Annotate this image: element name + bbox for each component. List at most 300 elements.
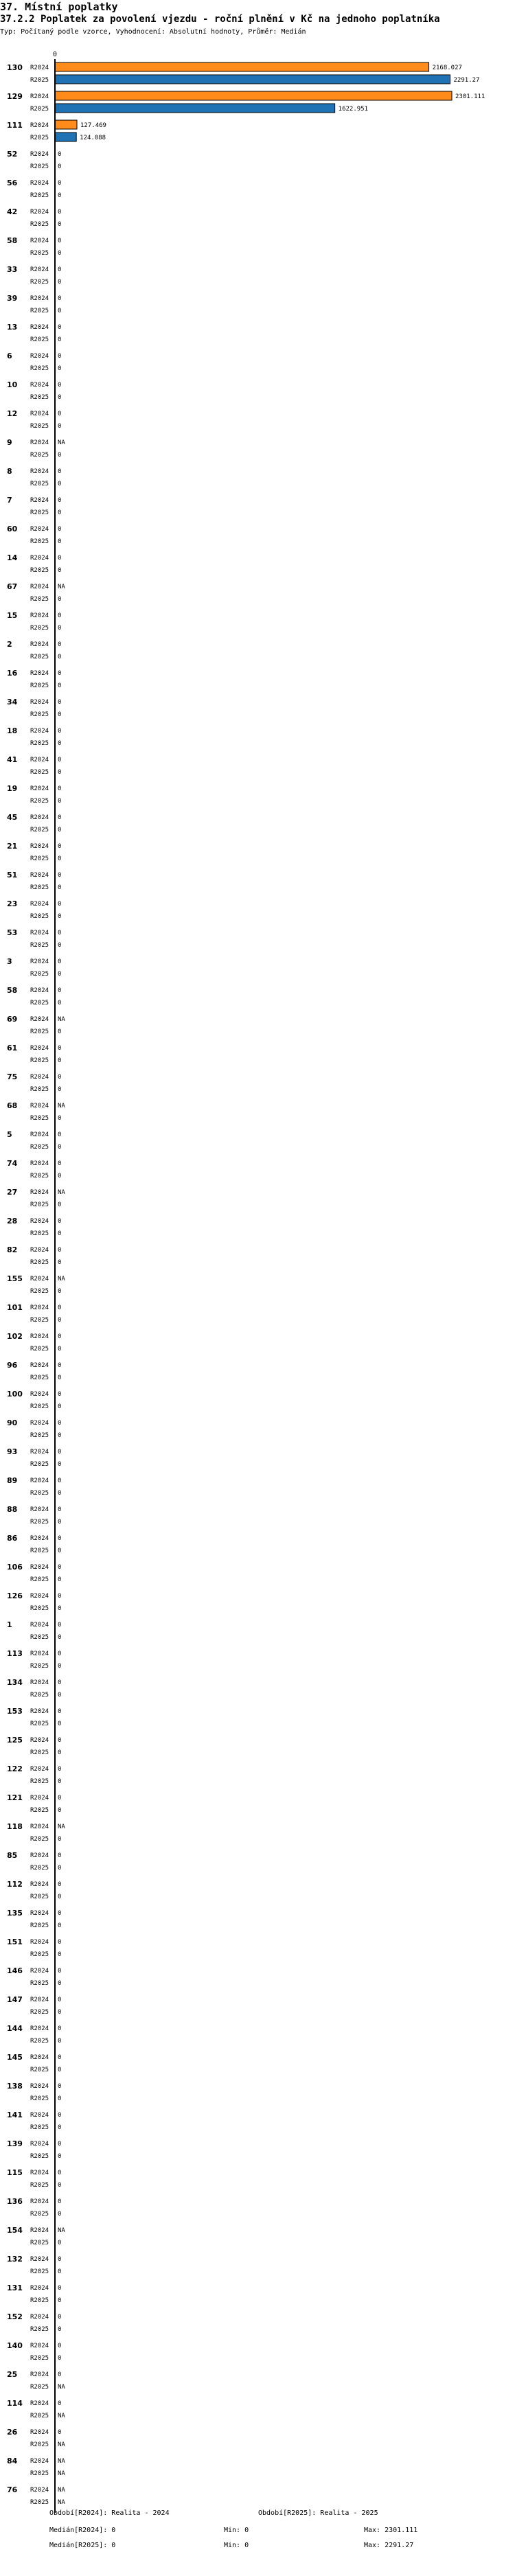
category-label: 28 [7, 1217, 18, 1226]
data-label: 0 [58, 423, 62, 430]
category-label: 12 [7, 409, 18, 418]
data-label: 0 [58, 308, 62, 314]
series-label: R2024 [30, 1997, 49, 2003]
series-label: R2024 [30, 1074, 49, 1081]
data-label: 0 [58, 901, 62, 908]
data-label: 0 [58, 2355, 62, 2362]
data-label: 0 [58, 1230, 62, 1237]
bar [55, 91, 452, 100]
data-label: 0 [58, 1865, 62, 1872]
series-label: R2024 [30, 2112, 49, 2119]
data-label: 0 [58, 1391, 62, 1398]
series-label: R2025 [30, 1461, 49, 1468]
data-label: 0 [58, 2268, 62, 2275]
category-label: 140 [7, 2341, 23, 2350]
category-label: 27 [7, 1188, 18, 1197]
series-label: R2025 [30, 1375, 49, 1381]
data-label: NA [58, 584, 65, 590]
data-label: 0 [58, 1490, 62, 1497]
category-label: 42 [7, 207, 18, 216]
data-label: 0 [58, 1807, 62, 1814]
category-label: 45 [7, 813, 18, 822]
series-label: R2024 [30, 2170, 49, 2176]
series-label: R2024 [30, 1477, 49, 1484]
series-label: R2025 [30, 1721, 49, 1727]
data-label: 0 [58, 2054, 62, 2061]
data-label: 0 [58, 1477, 62, 1484]
series-label: R2025 [30, 971, 49, 978]
series-label: R2025 [30, 509, 49, 516]
category-label: 5 [7, 1130, 12, 1139]
series-label: R2025 [30, 2470, 49, 2477]
data-label: 0 [58, 1115, 62, 1122]
category-label: 134 [7, 1678, 23, 1687]
data-label: 0 [58, 1997, 62, 2003]
series-label: R2024 [30, 65, 49, 71]
data-label: 0 [58, 1548, 62, 1554]
series-label: R2024 [30, 1910, 49, 1917]
category-label: 131 [7, 2284, 23, 2292]
data-label: 0 [58, 2124, 62, 2131]
series-label: R2024 [30, 151, 49, 158]
series-label: R2024 [30, 872, 49, 879]
data-label: 0 [58, 1375, 62, 1381]
series-label: R2024 [30, 785, 49, 792]
series-label: R2025 [30, 1836, 49, 1843]
data-label: 0 [58, 1766, 62, 1773]
data-label: 0 [58, 295, 62, 302]
category-label: 155 [7, 1274, 23, 1283]
min-r2024: Min: 0 [224, 2527, 249, 2534]
category-label: 114 [7, 2399, 23, 2408]
category-label: 86 [7, 1534, 18, 1543]
series-label: R2024 [30, 1391, 49, 1398]
data-label: NA [58, 439, 65, 446]
data-label: NA [58, 1189, 65, 1196]
series-label: R2024 [30, 1247, 49, 1254]
data-label: 0 [58, 682, 62, 689]
category-label: 56 [7, 179, 18, 187]
series-label: R2024 [30, 93, 49, 100]
series-label: R2024 [30, 670, 49, 677]
data-label: 0 [58, 497, 62, 504]
series-label: R2025 [30, 2153, 49, 2160]
category-label: 15 [7, 611, 18, 620]
data-label: 0 [58, 2285, 62, 2292]
category-label: 67 [7, 582, 18, 591]
category-label: 53 [7, 928, 18, 937]
series-label: R2024 [30, 2314, 49, 2321]
series-label: R2025 [30, 1086, 49, 1093]
category-label: 74 [7, 1159, 18, 1168]
category-label: 125 [7, 1736, 23, 1745]
data-label: 0 [58, 625, 62, 632]
series-label: R2025 [30, 567, 49, 574]
category-label: 1 [7, 1620, 12, 1629]
data-label: 2168.027 [432, 65, 462, 71]
series-label: R2025 [30, 711, 49, 718]
data-label: 0 [58, 2153, 62, 2160]
data-label: 0 [58, 1708, 62, 1715]
series-label: R2024 [30, 958, 49, 965]
category-label: 132 [7, 2255, 23, 2264]
series-label: R2025 [30, 2297, 49, 2304]
data-label: 0 [58, 1795, 62, 1802]
max-r2024: Max: 2301.111 [364, 2527, 418, 2534]
series-label: R2025 [30, 2009, 49, 2016]
series-label: R2024 [30, 295, 49, 302]
category-label: 13 [7, 323, 18, 332]
series-label: R2024 [30, 2054, 49, 2061]
data-label: NA [58, 1824, 65, 1830]
data-label: 0 [58, 930, 62, 936]
data-label: 0 [58, 798, 62, 805]
series-label: R2025 [30, 769, 49, 776]
series-label: R2025 [30, 2067, 49, 2073]
series-label: R2025 [30, 1663, 49, 1670]
data-label: 0 [58, 1000, 62, 1007]
data-label: NA [58, 1276, 65, 1283]
series-label: R2025 [30, 1749, 49, 1756]
category-label: 113 [7, 1649, 23, 1658]
data-label: 0 [58, 1288, 62, 1295]
series-label: R2024 [30, 1304, 49, 1311]
series-label: R2024 [30, 1852, 49, 1859]
series-label: R2025 [30, 740, 49, 747]
category-label: 9 [7, 438, 12, 447]
series-label: R2025 [30, 1980, 49, 1987]
data-label: NA [58, 2413, 65, 2419]
data-label: 0 [58, 1519, 62, 1526]
series-label: R2024 [30, 2343, 49, 2349]
data-label: NA [58, 1016, 65, 1023]
data-label: 0 [58, 1333, 62, 1340]
series-label: R2024 [30, 1881, 49, 1888]
series-label: R2024 [30, 266, 49, 273]
series-label: R2025 [30, 1144, 49, 1151]
series-label: R2025 [30, 1201, 49, 1208]
data-label: 0 [58, 1651, 62, 1657]
data-label: 0 [58, 1721, 62, 1727]
series-label: R2025 [30, 77, 49, 84]
category-label: 136 [7, 2197, 23, 2206]
category-label: 145 [7, 2053, 23, 2062]
data-label: 0 [58, 468, 62, 475]
category-label: 100 [7, 1390, 23, 1399]
category-label: 19 [7, 784, 18, 793]
data-label: 0 [58, 2198, 62, 2205]
series-label: R2024 [30, 1276, 49, 1283]
series-label: R2025 [30, 365, 49, 372]
series-label: R2025 [30, 308, 49, 314]
data-label: 0 [58, 250, 62, 257]
data-label: 0 [58, 1259, 62, 1266]
series-label: R2024 [30, 757, 49, 763]
data-label: 0 [58, 958, 62, 965]
data-label: 0 [58, 567, 62, 574]
series-label: R2025 [30, 481, 49, 487]
series-label: R2025 [30, 2095, 49, 2102]
series-label: R2024 [30, 2458, 49, 2465]
series-label: R2024 [30, 2141, 49, 2148]
data-label: 0 [58, 1663, 62, 1670]
series-label: R2025 [30, 2326, 49, 2333]
chart-title: 37.2.2 Poplatek za povolení vjezdu - roční plnění v Kč na jednoho poplatníka [0, 14, 440, 25]
series-label: R2024 [30, 1535, 49, 1542]
bar [55, 104, 335, 113]
data-label: 0 [58, 2400, 62, 2407]
series-label: R2025 [30, 625, 49, 632]
series-label: R2024 [30, 2227, 49, 2234]
data-label: 0 [58, 2083, 62, 2090]
data-label: 0 [58, 382, 62, 389]
category-label: 82 [7, 1245, 18, 1254]
category-label: 52 [7, 150, 18, 159]
series-label: R2024 [30, 2285, 49, 2292]
data-label: 0 [58, 1576, 62, 1583]
category-label: 60 [7, 525, 18, 533]
series-label: R2024 [30, 1131, 49, 1138]
series-label: R2024 [30, 1016, 49, 1023]
bar [55, 120, 77, 129]
series-label: R2024 [30, 1968, 49, 1975]
legend-r2025: Období[R2025]: Realita - 2025 [258, 2509, 378, 2517]
data-label: 0 [58, 2141, 62, 2148]
series-label: R2024 [30, 2371, 49, 2378]
data-label: NA [58, 2227, 65, 2234]
series-label: R2024 [30, 1679, 49, 1686]
category-label: 16 [7, 669, 18, 678]
data-label: 0 [58, 2025, 62, 2032]
series-label: R2024 [30, 526, 49, 533]
series-label: R2024 [30, 238, 49, 244]
data-label: 0 [58, 1506, 62, 1513]
category-label: 147 [7, 1995, 23, 2004]
category-label: 112 [7, 1880, 23, 1889]
series-label: R2024 [30, 439, 49, 446]
data-label: 0 [58, 1968, 62, 1975]
series-label: R2025 [30, 2240, 49, 2246]
median-r2025: Medián[R2025]: 0 [49, 2542, 116, 2549]
data-label: 1622.951 [338, 106, 369, 113]
data-label: 0 [58, 2314, 62, 2321]
data-label: 0 [58, 1131, 62, 1138]
data-label: NA [58, 2470, 65, 2477]
data-label: 0 [58, 192, 62, 199]
data-label: 0 [58, 971, 62, 978]
data-label: 0 [58, 481, 62, 487]
data-label: 0 [58, 2038, 62, 2045]
series-label: R2025 [30, 2413, 49, 2419]
category-label: 3 [7, 957, 12, 966]
data-label: 0 [58, 221, 62, 228]
data-label: 2291.27 [453, 77, 480, 84]
series-label: R2025 [30, 827, 49, 833]
category-label: 118 [7, 1822, 23, 1831]
series-label: R2025 [30, 1894, 49, 1900]
series-label: R2025 [30, 884, 49, 891]
category-label: 138 [7, 2082, 23, 2091]
data-label: 0 [58, 394, 62, 401]
data-label: 0 [58, 1737, 62, 1744]
series-label: R2024 [30, 324, 49, 331]
data-label: 0 [58, 2343, 62, 2349]
category-label: 153 [7, 1707, 23, 1716]
bar [55, 133, 76, 141]
category-label: 7 [7, 496, 12, 505]
data-label: 0 [58, 1852, 62, 1859]
series-label: R2025 [30, 1548, 49, 1554]
data-label: 0 [58, 827, 62, 833]
series-label: R2024 [30, 699, 49, 706]
category-label: 154 [7, 2226, 23, 2235]
category-label: 51 [7, 871, 18, 879]
series-label: R2025 [30, 2268, 49, 2275]
data-label: 0 [58, 884, 62, 891]
data-label: 0 [58, 2067, 62, 2073]
series-label: R2024 [30, 1103, 49, 1109]
data-label: NA [58, 2499, 65, 2506]
category-label: 23 [7, 899, 18, 908]
series-label: R2025 [30, 452, 49, 459]
series-label: R2024 [30, 1333, 49, 1340]
category-label: 141 [7, 2111, 23, 2119]
series-label: R2025 [30, 1403, 49, 1410]
data-label: 0 [58, 670, 62, 677]
data-label: 0 [58, 1173, 62, 1180]
series-label: R2025 [30, 163, 49, 170]
series-label: R2024 [30, 1824, 49, 1830]
category-label: 129 [7, 92, 23, 101]
series-label: R2024 [30, 2198, 49, 2205]
category-label: 18 [7, 726, 18, 735]
data-label: 0 [58, 1086, 62, 1093]
data-label: 0 [58, 1910, 62, 1917]
data-label: 0 [58, 2240, 62, 2246]
chart-subtitle: Typ: Počítaný podle vzorce, Vyhodnocení: Absolutní hodnoty, Průměr: Medián [0, 28, 306, 36]
data-label: 0 [58, 942, 62, 949]
series-label: R2024 [30, 411, 49, 417]
series-label: R2024 [30, 1708, 49, 1715]
series-label: R2024 [30, 2083, 49, 2090]
data-label: 0 [58, 1622, 62, 1629]
series-label: R2025 [30, 1028, 49, 1035]
data-label: 0 [58, 509, 62, 516]
series-label: R2025 [30, 2038, 49, 2045]
data-label: 0 [58, 728, 62, 735]
series-label: R2024 [30, 353, 49, 360]
data-label: 0 [58, 872, 62, 879]
data-label: 0 [58, 1304, 62, 1311]
series-label: R2025 [30, 1692, 49, 1699]
data-label: 0 [58, 1980, 62, 1987]
category-label: 151 [7, 1937, 23, 1946]
data-label: 0 [58, 526, 62, 533]
series-label: R2025 [30, 250, 49, 257]
series-label: R2025 [30, 913, 49, 920]
data-label: 0 [58, 2326, 62, 2333]
series-label: R2025 [30, 336, 49, 343]
series-label: R2024 [30, 641, 49, 648]
category-label: 8 [7, 467, 12, 476]
series-label: R2024 [30, 1737, 49, 1744]
category-label: 69 [7, 1015, 18, 1024]
category-label: 33 [7, 265, 18, 274]
series-label: R2024 [30, 382, 49, 389]
series-label: R2024 [30, 1506, 49, 1513]
data-label: 0 [58, 1692, 62, 1699]
series-label: R2024 [30, 468, 49, 475]
series-label: R2025 [30, 1000, 49, 1007]
data-label: 0 [58, 1201, 62, 1208]
category-label: 144 [7, 2024, 23, 2033]
data-label: 0 [58, 1160, 62, 1167]
data-label: 0 [58, 555, 62, 562]
category-label: 25 [7, 2370, 18, 2379]
series-label: R2025 [30, 1951, 49, 1958]
series-label: R2025 [30, 654, 49, 660]
data-label: NA [58, 1103, 65, 1109]
series-label: R2024 [30, 1939, 49, 1946]
series-label: R2024 [30, 1593, 49, 1600]
series-label: R2025 [30, 1576, 49, 1583]
data-label: 0 [58, 740, 62, 747]
data-label: NA [58, 2441, 65, 2448]
data-label: 0 [58, 266, 62, 273]
category-label: 106 [7, 1563, 23, 1572]
series-label: R2025 [30, 1230, 49, 1237]
data-label: 0 [58, 163, 62, 170]
data-label: 0 [58, 1403, 62, 1410]
data-label: 0 [58, 769, 62, 776]
data-label: 0 [58, 1144, 62, 1151]
data-label: 0 [58, 1749, 62, 1756]
data-label: 0 [58, 1939, 62, 1946]
data-label: 0 [58, 1420, 62, 1427]
data-label: 127.469 [80, 122, 106, 129]
data-label: 0 [58, 757, 62, 763]
data-label: NA [58, 2458, 65, 2465]
series-label: R2025 [30, 1490, 49, 1497]
series-label: R2024 [30, 1045, 49, 1052]
series-label: R2025 [30, 1778, 49, 1785]
data-label: 0 [58, 1057, 62, 1064]
series-label: R2025 [30, 1519, 49, 1526]
data-label: 0 [58, 411, 62, 417]
series-label: R2024 [30, 180, 49, 187]
data-label: 0 [58, 1605, 62, 1612]
series-label: R2024 [30, 1420, 49, 1427]
data-label: 0 [58, 1836, 62, 1843]
data-label: 0 [58, 336, 62, 343]
category-label: 101 [7, 1303, 23, 1312]
max-r2025: Max: 2291.27 [364, 2542, 414, 2549]
data-label: 0 [58, 2095, 62, 2102]
category-label: 122 [7, 1764, 23, 1773]
category-label: 75 [7, 1072, 18, 1081]
series-label: R2024 [30, 1651, 49, 1657]
data-label: 0 [58, 612, 62, 619]
series-label: R2025 [30, 221, 49, 228]
data-label: 0 [58, 1881, 62, 1888]
category-label: 6 [7, 352, 12, 360]
series-label: R2024 [30, 2429, 49, 2436]
data-label: 0 [58, 987, 62, 994]
series-label: R2024 [30, 1362, 49, 1369]
data-label: 0 [58, 855, 62, 862]
series-label: R2025 [30, 2211, 49, 2218]
series-label: R2025 [30, 1922, 49, 1929]
